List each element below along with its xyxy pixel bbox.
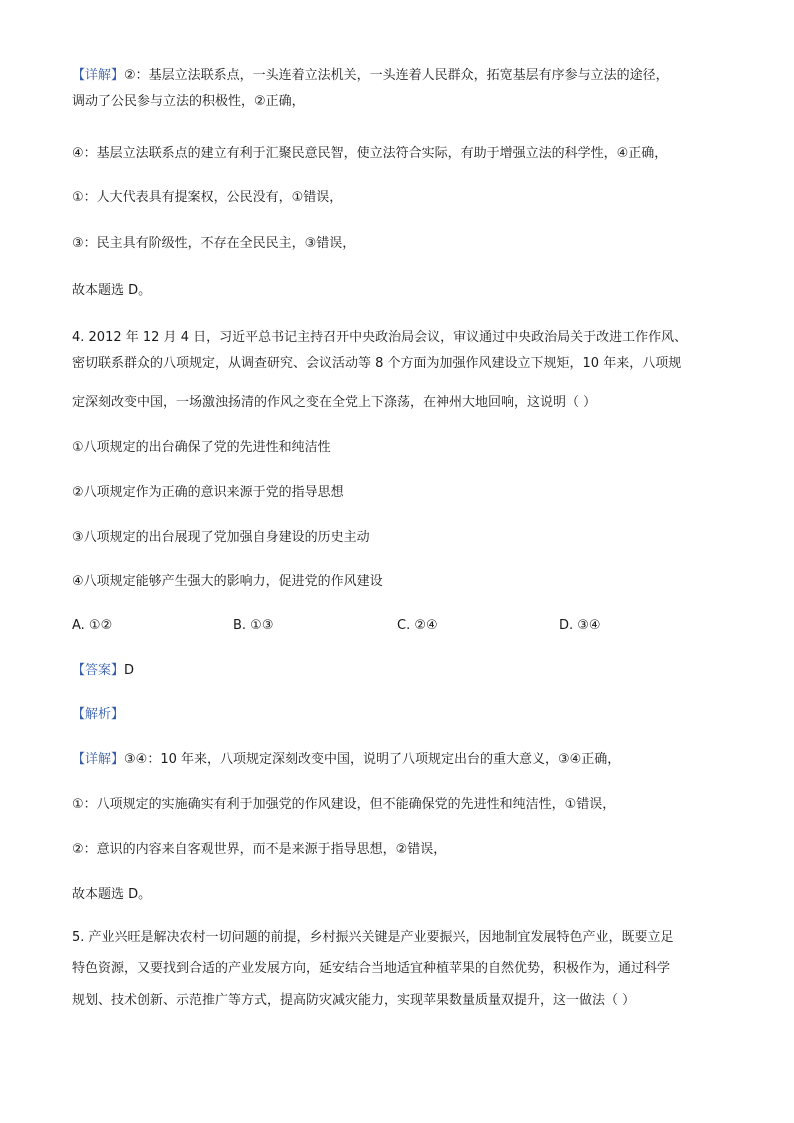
q5-stem-line-3: 规划、技术创新、示范推广等方式，提高防灾减灾能力，实现苹果数量质量双提升，这一做法（ ） (72, 993, 636, 1008)
q4-statement-2: ②八项规定作为正确的意识来源于党的指导思想 (72, 485, 344, 500)
q3-detail-line-4: ①：人大代表具有提案权，公民没有，①错误， (72, 190, 343, 205)
q4-answer (72, 661, 732, 681)
q4-statement-4: ④八项规定能够产生强大的影响力，促进党的作风建设 (72, 574, 383, 589)
q4-statement-3: ③八项规定的出台展现了党加强自身建设的历史主动 (72, 530, 370, 545)
q4-detail-line-2: ①：八项规定的实施确实有利于加强党的作风建设，但不能确保党的先进性和纯洁性，①错误， (72, 797, 616, 812)
q4-option-c: C. ②④ (397, 618, 438, 633)
q4-options (72, 616, 732, 636)
q3-detail-line-2: 调动了公民参与立法的积极性，②正确， (72, 94, 305, 109)
q4-statement-1: ①八项规定的出台确保了党的先进性和纯洁性 (72, 440, 331, 455)
detail-tag: 【详解】 (72, 752, 125, 767)
q4-detail-line-1 (72, 750, 732, 770)
q3-conclusion: 故本题选 D。 (72, 283, 152, 298)
q4-stem-line-2: 密切联系群众的八项规定，从调查研究、会议活动等 8 个方面为加强作风建设立下规矩，10 年来，八项规 (72, 356, 682, 371)
q3-detail-line-5: ③：民主具有阶级性，不存在全民民主，③错误， (72, 236, 356, 251)
q3-detail-line-1 (72, 66, 732, 86)
q4-analysis-heading (72, 705, 732, 725)
q4-stem-line-1: 4. 2012 年 12 月 4 日，习近平总书记主持召开中央政治局会议，审议通过中央政治局关于改进工作作风、 (72, 330, 688, 345)
q5-stem-line-2: 特色资源，又要找到合适的产业发展方向，延安结合当地适宜种植苹果的自然优势，积极作为，通过科学 (72, 961, 671, 976)
q4-detail-line-3: ②：意识的内容来自客观世界，而不是来源于指导思想，②错误， (72, 842, 447, 857)
q4-option-d: D. ③④ (559, 618, 601, 633)
analysis-tag: 【解析】 (72, 707, 125, 722)
detail-tag: 【详解】 (72, 68, 125, 83)
q4-stem-line-3: 定深刻改变中国，一场激浊扬清的作风之变在全党上下涤荡，在神州大地回响，这说明（ ） (72, 395, 597, 410)
q3-detail-text: ②：基层立法联系点，一头连着立法机关，一头连着人民群众，拓宽基层有序参与立法的途径， (124, 68, 669, 83)
q5-stem-line-1: 5. 产业兴旺是解决农村一切问题的前提，乡村振兴关键是产业要振兴，因地制宜发展特色产业，既要立足 (72, 930, 674, 945)
answer-value: D (124, 663, 135, 678)
q4-option-b: B. ①③ (233, 618, 274, 633)
q4-conclusion: 故本题选 D。 (72, 887, 152, 902)
q3-detail-line-3: ④：基层立法联系点的建立有利于汇聚民意民智，使立法符合实际，有助于增强立法的科学性，④正确， (72, 146, 668, 161)
answer-tag: 【答案】 (72, 663, 125, 678)
q4-option-a: A. ①② (72, 618, 113, 633)
q4-detail-text: ③④：10 年来，八项规定深刻改变中国，说明了八项规定出台的重大意义，③④正确， (124, 752, 621, 767)
